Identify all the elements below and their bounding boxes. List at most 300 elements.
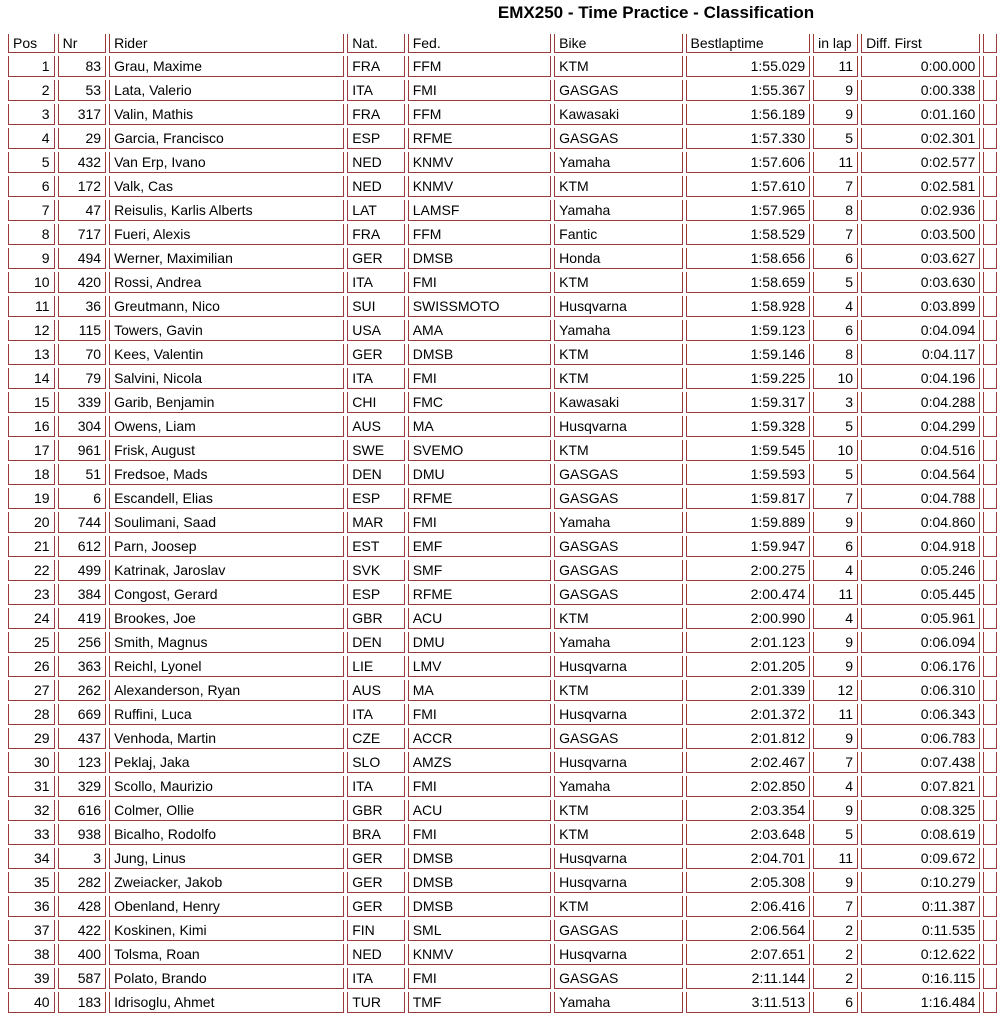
cell-nat: NED (347, 176, 404, 197)
cell-rider: Lata, Valerio (109, 80, 344, 101)
table-row (8, 800, 997, 821)
cell-fed: KNMV (408, 152, 551, 173)
cell-fed: FMI (408, 368, 551, 389)
cell-bestlaptime: 1:58.656 (686, 248, 811, 269)
table-row (8, 824, 997, 845)
table-row (8, 992, 997, 1013)
column-header-diff_first: Diff. First (861, 34, 980, 53)
cell-nr: 419 (58, 608, 107, 629)
cell-nat: USA (347, 320, 404, 341)
cell-pos: 13 (8, 344, 55, 365)
cell-rider: Venhoda, Martin (109, 728, 344, 749)
table-row (8, 872, 997, 893)
cell-bike: KTM (554, 800, 682, 821)
cell-nat: EST (347, 536, 404, 557)
cell-nat: GBR (347, 800, 404, 821)
cell-diff_first: 1:16.484 (861, 992, 980, 1013)
cell-pos: 5 (8, 152, 55, 173)
cell-bike: GASGAS (554, 80, 682, 101)
table-row (8, 320, 997, 341)
cell-fed: MA (408, 416, 551, 437)
cell-pos: 29 (8, 728, 55, 749)
cell-bestlaptime: 2:03.648 (686, 824, 811, 845)
cell-rider: Brookes, Joe (109, 608, 344, 629)
cell-bestlaptime: 1:57.606 (686, 152, 811, 173)
cell-rider: Van Erp, Ivano (109, 152, 344, 173)
cell-rider: Parn, Joosep (109, 536, 344, 557)
column-header-in_lap: in lap (813, 34, 858, 53)
cell-diff_first: 0:09.672 (861, 848, 980, 869)
cell-pos: 21 (8, 536, 55, 557)
cell-pos: 39 (8, 968, 55, 989)
cell-nr: 36 (58, 296, 107, 317)
cell-nat: FRA (347, 224, 404, 245)
cell-diff_first: 0:03.500 (861, 224, 980, 245)
cell-nat: FRA (347, 56, 404, 77)
cell-diff_first: 0:05.961 (861, 608, 980, 629)
cell-bike: KTM (554, 56, 682, 77)
cell-nr: 587 (58, 968, 107, 989)
cell-nr: 717 (58, 224, 107, 245)
truncated-column-cell (983, 896, 997, 917)
cell-diff_first: 0:07.821 (861, 776, 980, 797)
table-row (8, 632, 997, 653)
cell-pos: 37 (8, 920, 55, 941)
cell-rider: Ruffini, Luca (109, 704, 344, 725)
truncated-column-cell (983, 416, 997, 437)
cell-nat: TUR (347, 992, 404, 1013)
cell-pos: 35 (8, 872, 55, 893)
cell-fed: SMF (408, 560, 551, 581)
table-header (8, 34, 997, 53)
cell-in_lap: 10 (813, 368, 858, 389)
truncated-column-cell (983, 848, 997, 869)
cell-fed: DMSB (408, 848, 551, 869)
cell-rider: Fredsoe, Mads (109, 464, 344, 485)
cell-bestlaptime: 1:55.367 (686, 80, 811, 101)
cell-pos: 33 (8, 824, 55, 845)
cell-in_lap: 4 (813, 776, 858, 797)
header-row (8, 34, 997, 53)
cell-nat: AUS (347, 416, 404, 437)
cell-diff_first: 0:12.622 (861, 944, 980, 965)
table-row (8, 488, 997, 509)
cell-in_lap: 7 (813, 896, 858, 917)
truncated-column-header (983, 34, 997, 53)
cell-nat: GER (347, 344, 404, 365)
cell-rider: Salvini, Nicola (109, 368, 344, 389)
cell-diff_first: 0:03.899 (861, 296, 980, 317)
cell-bike: Yamaha (554, 152, 682, 173)
cell-in_lap: 2 (813, 968, 858, 989)
truncated-column-cell (983, 200, 997, 221)
cell-bike: Husqvarna (554, 848, 682, 869)
truncated-column-cell (983, 872, 997, 893)
cell-diff_first: 0:07.438 (861, 752, 980, 773)
cell-diff_first: 0:11.535 (861, 920, 980, 941)
cell-bike: Husqvarna (554, 296, 682, 317)
cell-pos: 31 (8, 776, 55, 797)
cell-in_lap: 9 (813, 104, 858, 125)
cell-nr: 400 (58, 944, 107, 965)
cell-rider: Bicalho, Rodolfo (109, 824, 344, 845)
truncated-column-cell (983, 560, 997, 581)
cell-nr: 304 (58, 416, 107, 437)
cell-rider: Tolsma, Roan (109, 944, 344, 965)
cell-nat: ESP (347, 128, 404, 149)
cell-pos: 3 (8, 104, 55, 125)
cell-bestlaptime: 2:03.354 (686, 800, 811, 821)
cell-diff_first: 0:04.299 (861, 416, 980, 437)
cell-nr: 669 (58, 704, 107, 725)
cell-pos: 8 (8, 224, 55, 245)
column-header-bestlaptime: Bestlaptime (686, 34, 811, 53)
table-row (8, 752, 997, 773)
cell-bestlaptime: 2:05.308 (686, 872, 811, 893)
cell-nat: ITA (347, 368, 404, 389)
cell-bestlaptime: 1:59.817 (686, 488, 811, 509)
table-row (8, 560, 997, 581)
cell-in_lap: 11 (813, 704, 858, 725)
cell-rider: Polato, Brando (109, 968, 344, 989)
cell-bestlaptime: 1:59.123 (686, 320, 811, 341)
cell-nat: CZE (347, 728, 404, 749)
truncated-column-cell (983, 824, 997, 845)
truncated-column-cell (983, 776, 997, 797)
cell-nat: AUS (347, 680, 404, 701)
cell-rider: Obenland, Henry (109, 896, 344, 917)
cell-fed: MA (408, 680, 551, 701)
cell-bike: KTM (554, 896, 682, 917)
cell-bike: Yamaha (554, 632, 682, 653)
cell-diff_first: 0:02.581 (861, 176, 980, 197)
cell-nr: 115 (58, 320, 107, 341)
cell-bike: GASGAS (554, 920, 682, 941)
cell-pos: 40 (8, 992, 55, 1013)
cell-fed: DMSB (408, 248, 551, 269)
cell-nat: MAR (347, 512, 404, 533)
cell-in_lap: 8 (813, 344, 858, 365)
cell-nat: SWE (347, 440, 404, 461)
cell-nr: 317 (58, 104, 107, 125)
cell-nr: 938 (58, 824, 107, 845)
cell-nr: 172 (58, 176, 107, 197)
truncated-column-cell (983, 368, 997, 389)
cell-in_lap: 9 (813, 80, 858, 101)
cell-nr: 70 (58, 344, 107, 365)
cell-fed: DMSB (408, 344, 551, 365)
table-row (8, 296, 997, 317)
cell-diff_first: 0:00.338 (861, 80, 980, 101)
cell-pos: 28 (8, 704, 55, 725)
cell-rider: Grau, Maxime (109, 56, 344, 77)
cell-bike: GASGAS (554, 728, 682, 749)
cell-bestlaptime: 1:59.328 (686, 416, 811, 437)
table-row (8, 512, 997, 533)
cell-in_lap: 8 (813, 200, 858, 221)
cell-in_lap: 7 (813, 488, 858, 509)
truncated-column-cell (983, 224, 997, 245)
cell-fed: AMZS (408, 752, 551, 773)
cell-rider: Greutmann, Nico (109, 296, 344, 317)
cell-fed: AMA (408, 320, 551, 341)
cell-diff_first: 0:06.094 (861, 632, 980, 653)
cell-fed: DMSB (408, 872, 551, 893)
cell-in_lap: 4 (813, 296, 858, 317)
cell-in_lap: 9 (813, 728, 858, 749)
cell-bike: Fantic (554, 224, 682, 245)
cell-nat: FIN (347, 920, 404, 941)
cell-fed: FFM (408, 224, 551, 245)
cell-in_lap: 11 (813, 152, 858, 173)
cell-nr: 282 (58, 872, 107, 893)
table-row (8, 680, 997, 701)
table-row (8, 608, 997, 629)
cell-bike: GASGAS (554, 536, 682, 557)
cell-diff_first: 0:10.279 (861, 872, 980, 893)
cell-bike: Honda (554, 248, 682, 269)
cell-bestlaptime: 3:11.513 (686, 992, 811, 1013)
truncated-column-cell (983, 392, 997, 413)
cell-fed: RFME (408, 584, 551, 605)
classification-table (5, 31, 1000, 1016)
cell-fed: FMI (408, 968, 551, 989)
cell-nr: 744 (58, 512, 107, 533)
cell-rider: Colmer, Ollie (109, 800, 344, 821)
cell-fed: FFM (408, 104, 551, 125)
cell-diff_first: 0:02.577 (861, 152, 980, 173)
truncated-column-cell (983, 800, 997, 821)
column-header-nr: Nr (58, 34, 107, 53)
cell-pos: 6 (8, 176, 55, 197)
table-row (8, 224, 997, 245)
cell-rider: Werner, Maximilian (109, 248, 344, 269)
table-row (8, 776, 997, 797)
cell-bike: KTM (554, 824, 682, 845)
cell-fed: FMI (408, 512, 551, 533)
cell-diff_first: 0:05.445 (861, 584, 980, 605)
column-header-nat: Nat. (347, 34, 404, 53)
truncated-column-cell (983, 272, 997, 293)
cell-nr: 79 (58, 368, 107, 389)
cell-diff_first: 0:04.117 (861, 344, 980, 365)
cell-nr: 123 (58, 752, 107, 773)
cell-fed: TMF (408, 992, 551, 1013)
table-row (8, 656, 997, 677)
table-row (8, 128, 997, 149)
truncated-column-cell (983, 608, 997, 629)
table-row (8, 248, 997, 269)
cell-bike: Husqvarna (554, 704, 682, 725)
cell-diff_first: 0:06.310 (861, 680, 980, 701)
table-body (8, 56, 997, 1013)
cell-bestlaptime: 1:58.659 (686, 272, 811, 293)
cell-pos: 19 (8, 488, 55, 509)
table-row (8, 944, 997, 965)
cell-nat: FRA (347, 104, 404, 125)
cell-nat: SVK (347, 560, 404, 581)
truncated-column-cell (983, 440, 997, 461)
truncated-column-cell (983, 296, 997, 317)
cell-fed: SVEMO (408, 440, 551, 461)
cell-nr: 339 (58, 392, 107, 413)
cell-in_lap: 4 (813, 560, 858, 581)
cell-nat: NED (347, 152, 404, 173)
cell-bike: GASGAS (554, 584, 682, 605)
cell-bestlaptime: 2:00.990 (686, 608, 811, 629)
table-row (8, 56, 997, 77)
table-row (8, 536, 997, 557)
cell-in_lap: 4 (813, 608, 858, 629)
cell-nat: GER (347, 848, 404, 869)
cell-bestlaptime: 1:58.529 (686, 224, 811, 245)
cell-fed: EMF (408, 536, 551, 557)
cell-rider: Peklaj, Jaka (109, 752, 344, 773)
column-header-bike: Bike (554, 34, 682, 53)
cell-pos: 14 (8, 368, 55, 389)
truncated-column-cell (983, 680, 997, 701)
cell-bike: Yamaha (554, 200, 682, 221)
cell-fed: FMI (408, 272, 551, 293)
cell-bestlaptime: 1:55.029 (686, 56, 811, 77)
cell-nat: DEN (347, 464, 404, 485)
cell-rider: Frisk, August (109, 440, 344, 461)
cell-diff_first: 0:04.196 (861, 368, 980, 389)
cell-in_lap: 6 (813, 248, 858, 269)
cell-fed: RFME (408, 128, 551, 149)
cell-bestlaptime: 2:02.467 (686, 752, 811, 773)
table-row (8, 584, 997, 605)
cell-nr: 494 (58, 248, 107, 269)
cell-rider: Katrinak, Jaroslav (109, 560, 344, 581)
cell-nr: 47 (58, 200, 107, 221)
cell-fed: FFM (408, 56, 551, 77)
truncated-column-cell (983, 728, 997, 749)
cell-nat: GER (347, 896, 404, 917)
cell-bestlaptime: 2:01.372 (686, 704, 811, 725)
cell-diff_first: 0:11.387 (861, 896, 980, 917)
cell-bestlaptime: 1:59.947 (686, 536, 811, 557)
cell-nat: GER (347, 872, 404, 893)
truncated-column-cell (983, 752, 997, 773)
cell-bestlaptime: 1:59.317 (686, 392, 811, 413)
cell-nat: DEN (347, 632, 404, 653)
cell-diff_first: 0:16.115 (861, 968, 980, 989)
column-header-fed: Fed. (408, 34, 551, 53)
cell-diff_first: 0:08.619 (861, 824, 980, 845)
cell-diff_first: 0:01.160 (861, 104, 980, 125)
truncated-column-cell (983, 248, 997, 269)
cell-fed: FMI (408, 80, 551, 101)
cell-bestlaptime: 2:11.144 (686, 968, 811, 989)
cell-bike: Kawasaki (554, 392, 682, 413)
cell-pos: 17 (8, 440, 55, 461)
cell-nr: 256 (58, 632, 107, 653)
truncated-column-cell (983, 992, 997, 1013)
table-row (8, 848, 997, 869)
cell-bestlaptime: 1:59.545 (686, 440, 811, 461)
cell-bestlaptime: 2:01.123 (686, 632, 811, 653)
cell-fed: ACU (408, 800, 551, 821)
truncated-column-cell (983, 80, 997, 101)
cell-pos: 2 (8, 80, 55, 101)
cell-in_lap: 7 (813, 176, 858, 197)
cell-bike: Husqvarna (554, 944, 682, 965)
cell-pos: 36 (8, 896, 55, 917)
cell-nr: 612 (58, 536, 107, 557)
cell-nr: 437 (58, 728, 107, 749)
cell-pos: 30 (8, 752, 55, 773)
cell-fed: DMSB (408, 896, 551, 917)
cell-nr: 262 (58, 680, 107, 701)
cell-bike: GASGAS (554, 968, 682, 989)
cell-bestlaptime: 1:57.610 (686, 176, 811, 197)
cell-nat: GBR (347, 608, 404, 629)
cell-pos: 24 (8, 608, 55, 629)
table-row (8, 704, 997, 725)
cell-nat: ESP (347, 584, 404, 605)
cell-in_lap: 2 (813, 920, 858, 941)
cell-rider: Idrisoglu, Ahmet (109, 992, 344, 1013)
cell-diff_first: 0:04.860 (861, 512, 980, 533)
cell-nr: 499 (58, 560, 107, 581)
cell-rider: Scollo, Maurizio (109, 776, 344, 797)
cell-diff_first: 0:04.564 (861, 464, 980, 485)
cell-nr: 29 (58, 128, 107, 149)
cell-pos: 25 (8, 632, 55, 653)
cell-pos: 9 (8, 248, 55, 269)
cell-pos: 22 (8, 560, 55, 581)
truncated-column-cell (983, 512, 997, 533)
table-row (8, 80, 997, 101)
cell-pos: 16 (8, 416, 55, 437)
cell-rider: Towers, Gavin (109, 320, 344, 341)
cell-bike: Husqvarna (554, 656, 682, 677)
cell-nr: 961 (58, 440, 107, 461)
truncated-column-cell (983, 920, 997, 941)
cell-bike: KTM (554, 368, 682, 389)
truncated-column-cell (983, 584, 997, 605)
cell-in_lap: 11 (813, 584, 858, 605)
cell-in_lap: 5 (813, 416, 858, 437)
cell-nat: ESP (347, 488, 404, 509)
cell-fed: KNMV (408, 176, 551, 197)
cell-rider: Rossi, Andrea (109, 272, 344, 293)
cell-fed: DMU (408, 464, 551, 485)
cell-bestlaptime: 2:01.205 (686, 656, 811, 677)
cell-diff_first: 0:02.301 (861, 128, 980, 149)
cell-diff_first: 0:04.094 (861, 320, 980, 341)
cell-bike: KTM (554, 344, 682, 365)
cell-in_lap: 5 (813, 824, 858, 845)
cell-pos: 12 (8, 320, 55, 341)
truncated-column-cell (983, 464, 997, 485)
cell-nat: SUI (347, 296, 404, 317)
cell-nr: 83 (58, 56, 107, 77)
cell-rider: Congost, Gerard (109, 584, 344, 605)
cell-bestlaptime: 1:57.965 (686, 200, 811, 221)
cell-bike: Yamaha (554, 320, 682, 341)
cell-fed: ACCR (408, 728, 551, 749)
cell-fed: KNMV (408, 944, 551, 965)
cell-rider: Alexanderson, Ryan (109, 680, 344, 701)
cell-in_lap: 7 (813, 224, 858, 245)
page-title: EMX250 - Time Practice - Classification (497, 3, 815, 22)
table-row (8, 896, 997, 917)
cell-nat: ITA (347, 968, 404, 989)
truncated-column-cell (983, 968, 997, 989)
cell-nr: 616 (58, 800, 107, 821)
